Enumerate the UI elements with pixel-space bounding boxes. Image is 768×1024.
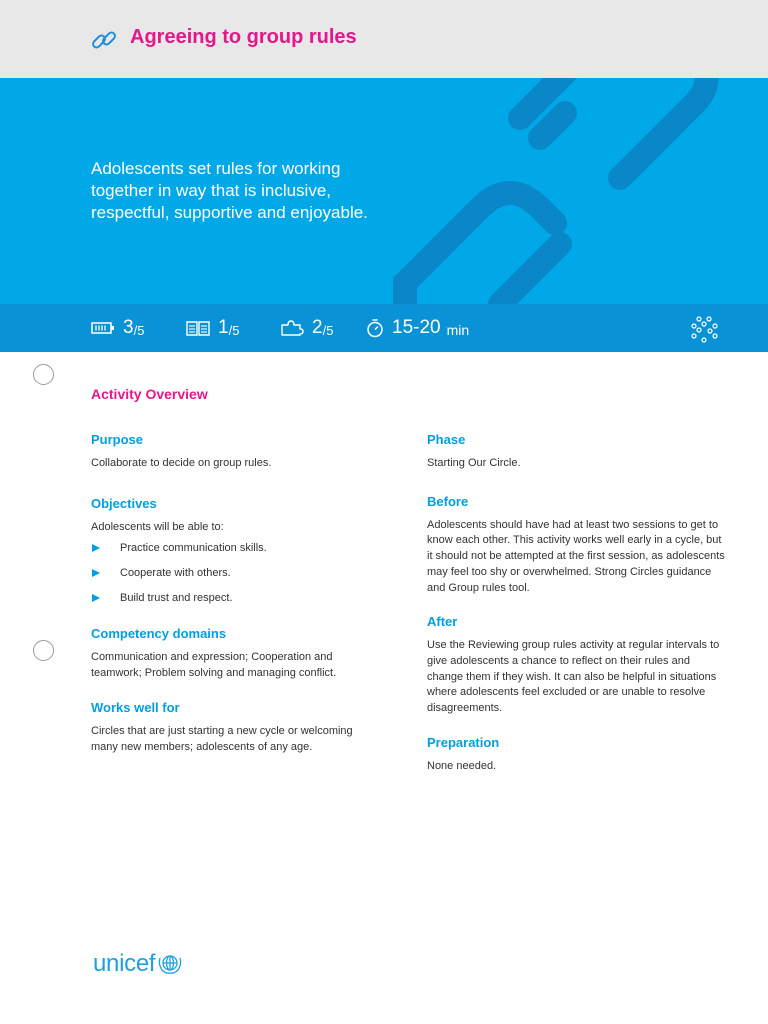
- list-item: [91, 591, 381, 606]
- binder-hole: [33, 640, 54, 661]
- activity-description: Adolescents set rules for working together in way that is inclusive, respectful, supportive and enjoyable.: [91, 159, 368, 222]
- energy-value: 3: [123, 317, 134, 338]
- competency-heading: Competency domains: [91, 626, 227, 642]
- before-heading: Before: [427, 493, 469, 509]
- works-well-heading: Works well for: [91, 699, 180, 715]
- objective-text: Build trust and respect.: [120, 592, 233, 605]
- stopwatch-icon: [366, 318, 384, 338]
- energy-denominator: /5: [133, 323, 145, 338]
- hero-banner: [0, 78, 768, 304]
- puzzle-icon: [280, 319, 304, 337]
- preparation-heading: Preparation: [427, 734, 500, 750]
- complexity-denominator: /5: [322, 323, 334, 338]
- link-icon: [90, 26, 118, 54]
- bullet-triangle-icon: [92, 544, 100, 552]
- book-icon: [186, 320, 210, 336]
- works-well-text: Circles that are just starting a new cycle or welcoming many new members; adolescents of any age.: [91, 724, 353, 753]
- bullet-triangle-icon: [92, 594, 100, 602]
- after-section: [427, 614, 725, 717]
- energy-level: [91, 316, 144, 340]
- before-section: [427, 494, 725, 597]
- reading-value: 1: [218, 317, 229, 338]
- circle-of-dots-icon: [690, 315, 720, 343]
- after-text: Use the Reviewing group rules activity at regular intervals to give adolescents a chance to reflect on their rules and change them if they wish. It can also be helpful in situations where adolescents feel excluded or are unable to resolve disagreements.: [427, 639, 720, 715]
- activity-meta-bar: [0, 304, 768, 352]
- section-title: Activity Overview: [91, 386, 208, 402]
- unicef-logo: [93, 950, 183, 978]
- purpose-heading: Purpose: [91, 432, 144, 447]
- list-item: [91, 541, 381, 556]
- chain-illustration: [360, 78, 768, 304]
- phase-heading: Phase: [427, 432, 466, 447]
- purpose-text: Collaborate to decide on group rules.: [91, 457, 272, 469]
- objectives-intro: Adolescents will be able to:: [91, 520, 224, 533]
- duration-value: 15-20: [392, 317, 441, 338]
- overview-left-column: [91, 432, 381, 773]
- preparation-section: [427, 735, 725, 775]
- competency-section: [91, 626, 381, 681]
- logo-text: unicef: [93, 950, 156, 977]
- competency-text: Communication and expression; Cooperation and teamwork; Problem solving and managing conflict.: [91, 651, 337, 680]
- works-well-section: [91, 700, 381, 755]
- objective-text: Practice communication skills.: [120, 542, 267, 555]
- phase-section: [427, 432, 725, 472]
- duration-unit: min: [446, 322, 470, 338]
- purpose-section: [91, 432, 381, 472]
- overview-right-column: [427, 432, 725, 792]
- objectives-section: [91, 496, 381, 607]
- un-emblem-icon: [157, 952, 183, 976]
- duration: [366, 316, 469, 340]
- after-heading: After: [427, 614, 458, 630]
- reading-level: [186, 316, 239, 340]
- list-item: [91, 566, 381, 581]
- page-title: Agreeing to group rules: [130, 26, 357, 48]
- phase-text: Starting Our Circle.: [427, 457, 521, 469]
- binder-hole: [33, 364, 54, 385]
- complexity-value: 2: [312, 317, 323, 338]
- objective-text: Cooperate with others.: [120, 567, 231, 580]
- objectives-heading: Objectives: [91, 495, 157, 511]
- reading-denominator: /5: [228, 323, 240, 338]
- preparation-text: None needed.: [427, 759, 497, 772]
- page-header: [0, 0, 768, 78]
- bullet-triangle-icon: [92, 569, 100, 577]
- before-text: Adolescents should have had at least two sessions to get to know each other. This activity works well early in a cycle, but it should not be attempted at the first session, as adolescents may feel too shy or overwhelmed. Strong Circles guidance and Group rules tool.: [427, 518, 725, 594]
- battery-icon: [91, 321, 115, 335]
- objectives-list: [91, 541, 381, 606]
- complexity-level: [280, 316, 333, 340]
